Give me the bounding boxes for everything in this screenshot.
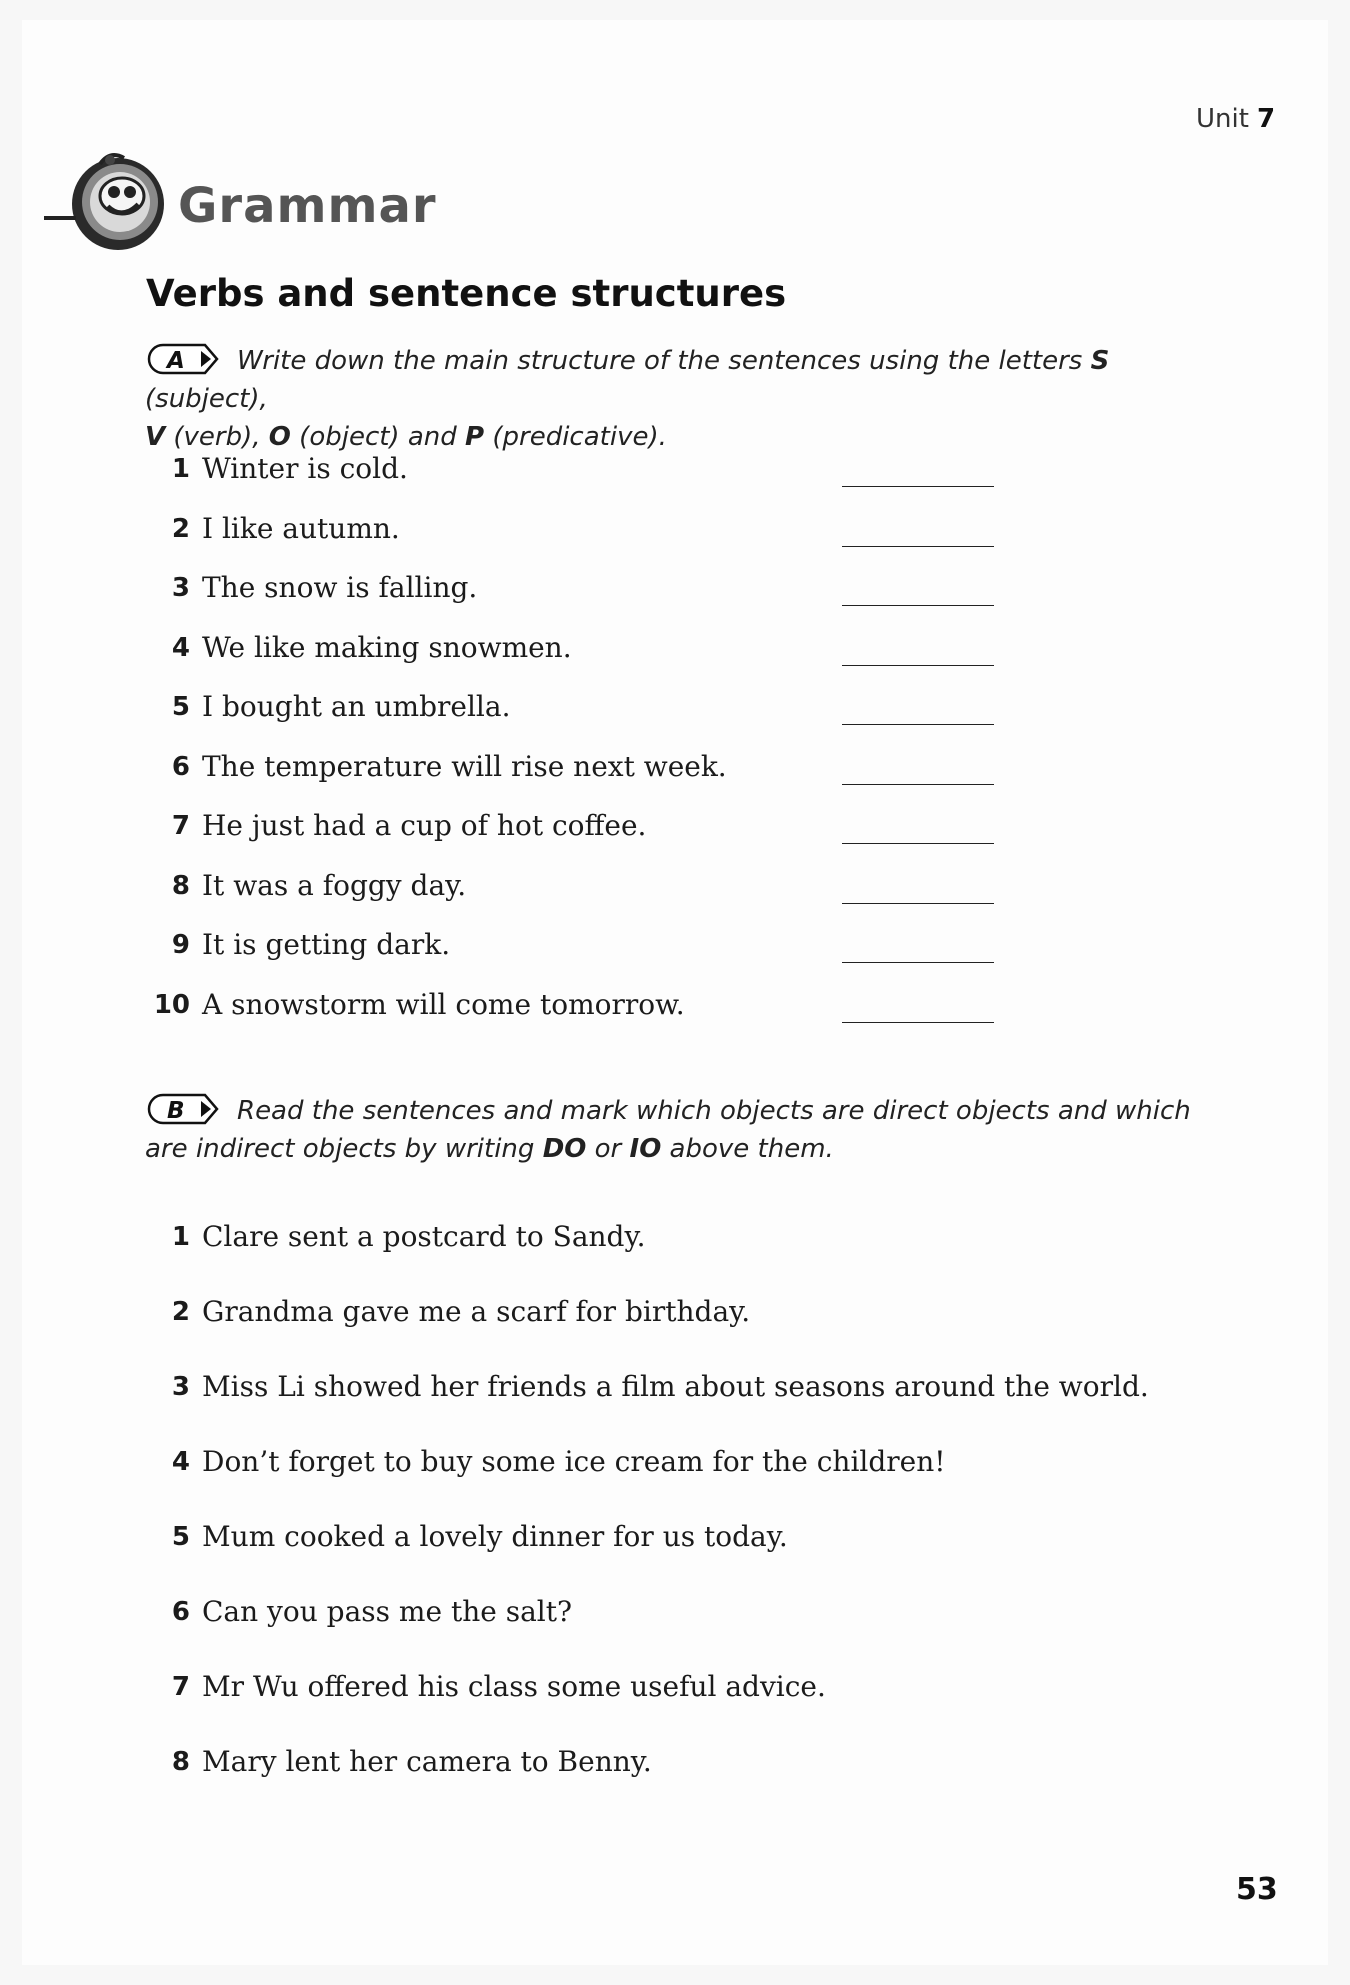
exercise-b-item: [140, 1370, 1149, 1410]
exercise-a-sentence: A snowstorm will come tomorrow.: [202, 987, 685, 1021]
exercise-b-sentence: Miss Li showed her friends a film about seasons around the world.: [202, 1370, 1149, 1403]
exercise-a-item: [140, 452, 1020, 492]
answer-blank[interactable]: [842, 1022, 994, 1023]
page-number: 53: [1236, 1872, 1278, 1907]
exercise-a-sentence: The snow is falling.: [202, 571, 478, 604]
exercise-b-item: [140, 1220, 1020, 1260]
grammar-mascot-icon: [40, 146, 170, 256]
answer-blank[interactable]: [842, 665, 994, 666]
exercise-b-instruction: B Read the sentences and mark which objects are direct objects and which are indirect objects by writing DO or IO above them.: [145, 1092, 1205, 1168]
exercise-b-item: [140, 1445, 1020, 1485]
exercise-a-item-number: 5: [171, 692, 190, 722]
exercise-b-sentence: Can you pass me the salt?: [202, 1595, 572, 1628]
answer-blank[interactable]: [842, 784, 994, 785]
exercise-a-item: [140, 928, 1020, 968]
exercise-a-item-number: 7: [171, 811, 190, 841]
exercise-a-item-number: 6: [171, 751, 190, 782]
exercise-b-item-number: 3: [171, 1372, 190, 1402]
exercise-a-item: [140, 988, 1020, 1028]
exercise-b-sentence: Clare sent a postcard to Sandy.: [202, 1220, 646, 1253]
exercise-b-item-number: 4: [171, 1447, 190, 1477]
exercise-a-item-number: 10: [153, 989, 190, 1020]
answer-blank[interactable]: [842, 486, 994, 487]
exercise-a-sentence: It was a foggy day.: [202, 868, 467, 902]
exercise-a-item-number: 3: [171, 573, 190, 603]
exercise-a-sentence: Winter is cold.: [202, 452, 408, 485]
page-subtitle: Verbs and sentence structures: [146, 272, 787, 315]
exercise-a-badge: [145, 342, 221, 376]
svg-text:B: B: [167, 1097, 185, 1124]
exercise-b-badge: [145, 1092, 221, 1126]
answer-blank[interactable]: [842, 962, 994, 963]
exercise-a-item-number: 9: [171, 930, 190, 960]
exercise-a-item: [140, 750, 1020, 790]
exercise-a-item: [140, 869, 1020, 909]
exercise-a-sentence: I like autumn.: [202, 511, 400, 545]
svg-text:A: A: [167, 347, 185, 374]
exercise-b-item-number: 6: [171, 1597, 190, 1627]
exercise-a-item-number: 2: [171, 513, 190, 544]
exercise-a-sentence: We like making snowmen.: [202, 630, 572, 664]
exercise-a-item: [140, 571, 1020, 611]
answer-blank[interactable]: [842, 843, 994, 844]
exercise-a-item: [140, 690, 1020, 730]
exercise-a-sentence: I bought an umbrella.: [202, 690, 511, 723]
exercise-b-item: [140, 1595, 1020, 1635]
unit-number: 7: [1256, 104, 1276, 134]
exercise-b-item: [140, 1670, 1020, 1710]
answer-blank[interactable]: [842, 724, 994, 725]
exercise-a-sentence: He just had a cup of hot coffee.: [202, 809, 647, 842]
exercise-a-sentence: It is getting dark.: [202, 928, 451, 961]
exercise-b-item-number: 1: [171, 1222, 190, 1252]
exercise-a-item: [140, 512, 1020, 552]
exercise-a-item-number: 8: [171, 870, 190, 901]
answer-blank[interactable]: [842, 605, 994, 606]
answer-blank[interactable]: [842, 546, 994, 547]
exercise-a-item-number: 4: [171, 632, 190, 663]
exercise-a-instruction: A Write down the main structure of the sentences using the letters S (subject), V (verb), O (object) and P (predicative).: [145, 342, 1205, 456]
exercise-b-item: [140, 1520, 1020, 1560]
exercise-a-sentence: The temperature will rise next week.: [202, 749, 727, 783]
exercise-b-sentence: Mary lent her camera to Benny.: [202, 1745, 652, 1778]
exercise-b-item: [140, 1295, 1020, 1335]
exercise-b-sentence: Mum cooked a lovely dinner for us today.: [202, 1520, 788, 1553]
exercise-b-item-number: 2: [171, 1297, 190, 1327]
exercise-a-item: [140, 809, 1020, 849]
answer-blank[interactable]: [842, 903, 994, 904]
exercise-b-item-number: 5: [171, 1522, 190, 1552]
unit-label: Unit 7: [1196, 104, 1276, 134]
exercise-a-item-number: 1: [171, 454, 190, 484]
exercise-b-sentence: Grandma gave me a scarf for birthday.: [202, 1295, 751, 1328]
exercise-b-sentence: Mr Wu offered his class some useful advice.: [202, 1670, 826, 1703]
exercise-b-item-number: 7: [171, 1672, 190, 1702]
exercise-a-item: [140, 631, 1020, 671]
exercise-b-item: [140, 1745, 1020, 1785]
section-title: Grammar: [178, 178, 437, 234]
exercise-b-sentence: Don’t forget to buy some ice cream for the children!: [202, 1445, 946, 1478]
exercise-b-item-number: 8: [171, 1747, 190, 1777]
